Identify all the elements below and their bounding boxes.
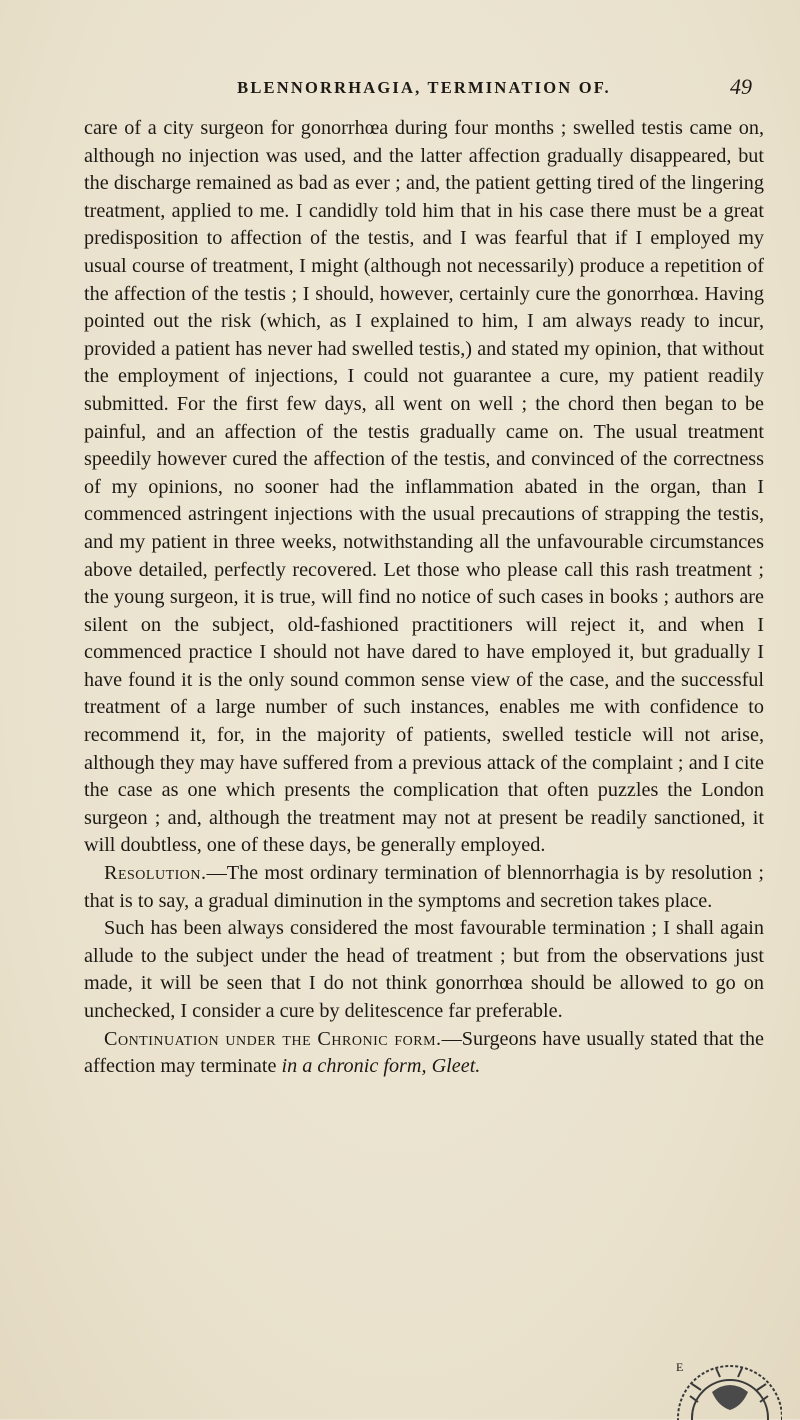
body-text	[84, 115, 764, 1081]
signature-mark: E	[676, 1360, 685, 1374]
running-title: BLENNORRHAGIA, TERMINATION OF.	[237, 78, 611, 97]
running-head	[96, 74, 752, 108]
chronic-form-italic: in a chronic form, Gleet.	[281, 1055, 481, 1078]
resolution-text: —The most ordinary termination of blennorrhagia is by resolution ; that is to say, a gradual diminution in the symptoms and secretion takes place.	[84, 862, 764, 912]
chronic-form-text: —Surgeons have usually stated that the affection may terminate	[84, 1027, 764, 1078]
paragraph-resolution	[84, 860, 764, 915]
paragraph-case-narrative: care of a city surgeon for gonorrhœa during four months ; swelled testis came on, although no injection was used, and the latter affection gradually disappeared, but the discharge remained as bad as ever ; and, the patient getting tired of the lingering treatment, applied to me. I candidly told him that in his case there must be a great predisposition to affection of the testis, and I was fearful that if I employed my usual course of treatment, I might (although not necessarily) produce a repetition of the affection of the testis ; I should, however, certainly cure the gonorrhœa. Having pointed out the risk (which, as I explained to him, I am always ready to incur, provided a patient has never had swelled testis,) and stated my opinion, that without the employment of injections, I could not guarantee a cure, my patient readily submitted. For the first few days, all went on well ; the chord then began to be painful, and an affection of the testis gradually came on. The usual treatment speedily however cured the affection of the testis, and convinced of the correctness of my opinions, no sooner had the inflammation abated in the organ, than I commenced astringent injections with the usual precautions of strapping the testis, and my patient in three weeks, notwithstanding all the unfavourable circumstances above detailed, perfectly recovered. Let those who please call this rash treatment ; the young surgeon, it is true, will find no notice of such cases in books ; authors are silent on the subject, old-fashioned practitioners will reject it, and when I commenced practice I should not have dared to have employed it, but gradually I have found it is the only sound common sense view of the case, and the successful treatment of a large number of such instances, enables me with confidence to recommend it, for, in the majority of patients, swelled testicle will not arise, although they may have suffered from a previous attack of the complaint ; and I cite the case as one which presents the complication that often puzzles the London surgeon ; and, although the treatment may not at present be readily sanctioned, it will doubtless, one of these days, be generally employed.	[84, 117, 764, 857]
paragraph-chronic-form	[84, 1026, 764, 1081]
library-stamp-icon	[672, 1356, 782, 1420]
paragraph-favourable-termination: Such has been always considered the most favourable termination ; I shall again allude to the subject under the head of treatment ; but from the observations just made, it will be seen that I do not think gonorrhœa should be allowed to go on unchecked, I consider a cure by delitescence far preferable.	[84, 917, 764, 1022]
section-heading-chronic-form: Continuation under the Chronic form.	[104, 1027, 442, 1050]
page-number: 49	[730, 74, 752, 99]
section-heading-resolution: Resolution.	[104, 862, 207, 885]
